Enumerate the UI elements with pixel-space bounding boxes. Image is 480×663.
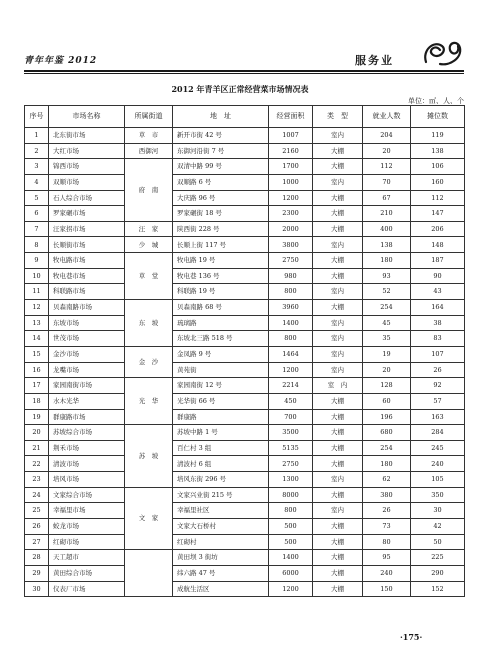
table-cell: 罗家碾街 18 号 — [173, 206, 269, 222]
table-cell: 50 — [411, 534, 465, 550]
table-cell: 大棚 — [313, 159, 363, 175]
table-cell: 180 — [363, 456, 411, 472]
table-cell: 室内 — [313, 237, 363, 253]
table-row — [25, 284, 465, 300]
table-row — [25, 221, 465, 237]
table-cell: 1400 — [269, 315, 313, 331]
table-cell: 800 — [269, 331, 313, 347]
table-cell: 3960 — [269, 300, 313, 316]
table-cell: 苏坡综合市场 — [49, 425, 125, 441]
table-row — [25, 174, 465, 190]
table-cell: 仪表厂市场 — [49, 581, 125, 597]
table-cell: 83 — [411, 331, 465, 347]
table-cell: 700 — [269, 409, 313, 425]
table-cell: 163 — [411, 409, 465, 425]
table-cell: 2214 — [269, 378, 313, 394]
table-cell: 1200 — [269, 581, 313, 597]
table-cell: 80 — [363, 534, 411, 550]
table-cell: 牧电路市场 — [49, 253, 125, 269]
table-cell: 大棚 — [313, 519, 363, 535]
table-cell: 107 — [411, 346, 465, 362]
market-table — [24, 105, 465, 597]
table-cell: 106 — [411, 159, 465, 175]
table-cell: 112 — [411, 190, 465, 206]
table-cell: 家园南街市场 — [49, 378, 125, 394]
table-header-row — [25, 106, 465, 128]
table-cell: 科联路 19 号 — [173, 284, 269, 300]
table-cell: 大庆路 96 号 — [173, 190, 269, 206]
table-row — [25, 472, 465, 488]
table-cell: 西御河 — [125, 143, 173, 159]
table-cell: 24 — [25, 487, 49, 503]
table-cell: 黄田综合市场 — [49, 565, 125, 581]
table-cell: 18 — [25, 393, 49, 409]
table-cell: 245 — [411, 440, 465, 456]
table-cell: 70 — [363, 174, 411, 190]
table-cell: 双顺路 6 号 — [173, 174, 269, 190]
table-cell: 160 — [411, 174, 465, 190]
table-cell: 双清中路 99 号 — [173, 159, 269, 175]
table-cell: 148 — [411, 237, 465, 253]
table-cell: 204 — [363, 128, 411, 144]
table-cell: 6000 — [269, 565, 313, 581]
table-cell: 苏坡中路 1 号 — [173, 425, 269, 441]
table-cell: 67 — [363, 190, 411, 206]
table-title: 2012 年青羊区正常经营菜市场情况表 — [171, 84, 309, 94]
table-cell: 28 — [25, 550, 49, 566]
table-cell: 大棚 — [313, 487, 363, 503]
table-cell: 2300 — [269, 206, 313, 222]
table-cell: 19 — [363, 346, 411, 362]
table-cell: 680 — [363, 425, 411, 441]
table-row — [25, 159, 465, 175]
table-cell: 240 — [411, 456, 465, 472]
table-cell: 450 — [269, 393, 313, 409]
column-header: 序号 — [25, 106, 49, 128]
table-row — [25, 237, 465, 253]
table-cell: 26 — [363, 503, 411, 519]
table-row — [25, 581, 465, 597]
table-cell: 红砌市场 — [49, 534, 125, 550]
table-cell: 10 — [25, 268, 49, 284]
table-cell: 大棚 — [313, 550, 363, 566]
table-cell: 苏 坡 — [125, 425, 173, 488]
table-cell: 73 — [363, 519, 411, 535]
table-cell: 大棚 — [313, 409, 363, 425]
table-cell: 800 — [269, 503, 313, 519]
table-row — [25, 519, 465, 535]
table-cell: 254 — [363, 300, 411, 316]
table-cell: 1 — [25, 128, 49, 144]
table-cell: 16 — [25, 362, 49, 378]
table-cell: 东御河沿街 7 号 — [173, 143, 269, 159]
table-cell: 1007 — [269, 128, 313, 144]
table-cell: 大棚 — [313, 425, 363, 441]
table-cell: 黄苑街 — [173, 362, 269, 378]
table-cell: 29 — [25, 565, 49, 581]
table-cell: 1300 — [269, 472, 313, 488]
table-cell: 2 — [25, 143, 49, 159]
table-cell: 文家大石桥村 — [173, 519, 269, 535]
table-cell: 112 — [363, 159, 411, 175]
table-cell: 19 — [25, 409, 49, 425]
table-cell: 380 — [363, 487, 411, 503]
table-cell: 5135 — [269, 440, 313, 456]
table-cell: 荆禾市场 — [49, 440, 125, 456]
table-cell: 42 — [411, 519, 465, 535]
table-cell: 大红市场 — [49, 143, 125, 159]
table-cell: 科联路市场 — [49, 284, 125, 300]
table-cell: 8 — [25, 237, 49, 253]
table-cell: 138 — [363, 237, 411, 253]
column-header: 市场名称 — [49, 106, 125, 128]
column-header: 经营面积 — [269, 106, 313, 128]
table-cell: 980 — [269, 268, 313, 284]
column-header: 所属街道 — [125, 106, 173, 128]
table-row — [25, 362, 465, 378]
table-cell: 文家兴业街 215 号 — [173, 487, 269, 503]
table-cell: 石人综合市场 — [49, 190, 125, 206]
table-cell: 128 — [363, 378, 411, 394]
table-cell: 11 — [25, 284, 49, 300]
table-cell: 大棚 — [313, 190, 363, 206]
table-cell: 牧电巷 136 号 — [173, 268, 269, 284]
table-cell: 45 — [363, 315, 411, 331]
table-cell: 室内 — [313, 503, 363, 519]
table-cell: 大棚 — [313, 253, 363, 269]
table-cell: 2750 — [269, 456, 313, 472]
table-cell: 290 — [411, 565, 465, 581]
table-cell: 500 — [269, 519, 313, 535]
table-cell: 240 — [363, 565, 411, 581]
table-cell: 26 — [25, 519, 49, 535]
table-cell: 1000 — [269, 174, 313, 190]
table-cell: 大棚 — [313, 534, 363, 550]
section-title: 服务业 — [355, 54, 394, 67]
table-row — [25, 128, 465, 144]
table-cell: 3 — [25, 159, 49, 175]
table-cell: 大棚 — [313, 221, 363, 237]
table-row — [25, 315, 465, 331]
table-cell: 8000 — [269, 487, 313, 503]
table-cell: 培风东街 296 号 — [173, 472, 269, 488]
table-cell: 天工超市 — [49, 550, 125, 566]
table-cell: 大棚 — [313, 581, 363, 597]
table-cell: 17 — [25, 378, 49, 394]
table-cell: 大棚 — [313, 268, 363, 284]
table-cell: 62 — [363, 472, 411, 488]
table-cell: 光 华 — [125, 378, 173, 425]
table-cell: 琉璃路 — [173, 315, 269, 331]
table-row — [25, 331, 465, 347]
table-cell: 文 家 — [125, 487, 173, 550]
table-cell: 196 — [363, 409, 411, 425]
table-cell: 3800 — [269, 237, 313, 253]
table-row — [25, 503, 465, 519]
table-cell: 室内 — [313, 128, 363, 144]
table-cell: 15 — [25, 346, 49, 362]
table-row — [25, 143, 465, 159]
table-row — [25, 550, 465, 566]
decorative-swirl-logo-icon — [420, 36, 466, 70]
table-cell: 60 — [363, 393, 411, 409]
table-cell: 陕西街 228 号 — [173, 221, 269, 237]
table-cell: 23 — [25, 472, 49, 488]
table-cell: 9 — [25, 253, 49, 269]
table-cell: 52 — [363, 284, 411, 300]
table-row — [25, 253, 465, 269]
table-cell: 家园南街 12 号 — [173, 378, 269, 394]
table-cell: 30 — [411, 503, 465, 519]
table-cell: 27 — [25, 534, 49, 550]
table-cell: 蛟龙市场 — [49, 519, 125, 535]
table-cell: 5 — [25, 190, 49, 206]
table-row — [25, 190, 465, 206]
table-cell: 1464 — [269, 346, 313, 362]
page-header — [0, 0, 480, 74]
header-rule-thin — [24, 73, 464, 74]
table-cell: 206 — [411, 221, 465, 237]
table-cell: 6 — [25, 206, 49, 222]
table-cell: 幸福里市场 — [49, 503, 125, 519]
table-cell: 东坡北三路 518 号 — [173, 331, 269, 347]
table-row — [25, 425, 465, 441]
table-cell: 罗家碾市场 — [49, 206, 125, 222]
table-row — [25, 440, 465, 456]
table-cell: 新开市街 42 号 — [173, 128, 269, 144]
table-cell: 清波村 6 组 — [173, 456, 269, 472]
table-cell: 92 — [411, 378, 465, 394]
table-cell: 室 内 — [313, 378, 363, 394]
table-cell: 147 — [411, 206, 465, 222]
table-cell: 大棚 — [313, 143, 363, 159]
table-cell: 水木光华 — [49, 393, 125, 409]
table-cell: 室内 — [313, 284, 363, 300]
table-cell: 7 — [25, 221, 49, 237]
table-cell: 284 — [411, 425, 465, 441]
table-cell: 2750 — [269, 253, 313, 269]
table-cell: 105 — [411, 472, 465, 488]
header-rule — [24, 70, 464, 72]
table-cell: 20 — [363, 362, 411, 378]
table-cell: 大棚 — [313, 440, 363, 456]
table-cell: 大棚 — [313, 456, 363, 472]
table-cell: 26 — [411, 362, 465, 378]
table-cell: 2000 — [269, 221, 313, 237]
column-header: 就业人数 — [363, 106, 411, 128]
table-row — [25, 378, 465, 394]
table-cell: 4 — [25, 174, 49, 190]
table-cell: 黄田坝 3 街坊 — [173, 550, 269, 566]
table-cell: 北东街市场 — [49, 128, 125, 144]
table-cell: 贝森南路 68 号 — [173, 300, 269, 316]
table-row — [25, 393, 465, 409]
table-cell: 室内 — [313, 362, 363, 378]
table-cell: 金 沙 — [125, 346, 173, 377]
table-cell: 90 — [411, 268, 465, 284]
table-cell: 25 — [25, 503, 49, 519]
table-cell: 清波市场 — [49, 456, 125, 472]
column-header: 摊位数 — [411, 106, 465, 128]
table-cell: 152 — [411, 581, 465, 597]
table-cell: 长顺上街 117 号 — [173, 237, 269, 253]
table-cell: 187 — [411, 253, 465, 269]
book-title: 青年年鉴 2012 — [24, 56, 98, 66]
table-cell: 800 — [269, 284, 313, 300]
table-cell: 22 — [25, 456, 49, 472]
table-cell: 锦西市场 — [49, 159, 125, 175]
table-cell: 汪家拐市场 — [49, 221, 125, 237]
table-cell: 少 城 — [125, 237, 173, 253]
table-cell: 汪 家 — [125, 221, 173, 237]
table-unit: 单位：㎡、人、个 — [408, 97, 464, 105]
table-cell: 培风市场 — [49, 472, 125, 488]
table-cell: 138 — [411, 143, 465, 159]
table-cell: 400 — [363, 221, 411, 237]
table-cell: 室内 — [313, 331, 363, 347]
table-cell: 14 — [25, 331, 49, 347]
table-cell: 95 — [363, 550, 411, 566]
table-cell: 金沙市场 — [49, 346, 125, 362]
table-cell: 1200 — [269, 362, 313, 378]
table-cell: 大棚 — [313, 300, 363, 316]
table-cell: 光华街 66 号 — [173, 393, 269, 409]
table-cell: 119 — [411, 128, 465, 144]
table-cell: 93 — [363, 268, 411, 284]
table-cell: 大棚 — [313, 565, 363, 581]
table-cell: 室内 — [313, 346, 363, 362]
table-row — [25, 346, 465, 362]
table-row — [25, 268, 465, 284]
table-cell: 文家综合市场 — [49, 487, 125, 503]
table-cell: 43 — [411, 284, 465, 300]
table-cell — [125, 550, 173, 597]
table-row — [25, 300, 465, 316]
table-cell: 长顺街市场 — [49, 237, 125, 253]
column-header: 地 址 — [173, 106, 269, 128]
table-cell: 牧电巷市场 — [49, 268, 125, 284]
table-cell: 225 — [411, 550, 465, 566]
table-cell: 龙嘴市场 — [49, 362, 125, 378]
table-row — [25, 534, 465, 550]
table-cell: 20 — [25, 425, 49, 441]
table-cell: 30 — [25, 581, 49, 597]
table-cell: 红砌村 — [173, 534, 269, 550]
table-cell: 大棚 — [313, 393, 363, 409]
table-cell: 210 — [363, 206, 411, 222]
page-number: ·175· — [400, 632, 423, 642]
table-cell: 草 堂 — [125, 253, 173, 300]
table-row — [25, 409, 465, 425]
table-cell: 幸福里社区 — [173, 503, 269, 519]
table-cell: 150 — [363, 581, 411, 597]
table-row — [25, 565, 465, 581]
table-cell: 室内 — [313, 315, 363, 331]
table-cell: 35 — [363, 331, 411, 347]
table-cell: 254 — [363, 440, 411, 456]
table-cell: 2160 — [269, 143, 313, 159]
table-cell: 3500 — [269, 425, 313, 441]
table-cell: 室内 — [313, 174, 363, 190]
table-cell: 群康路 — [173, 409, 269, 425]
table-cell: 164 — [411, 300, 465, 316]
table-cell: 草 市 — [125, 128, 173, 144]
table-row — [25, 487, 465, 503]
table-row — [25, 456, 465, 472]
table-cell: 室内 — [313, 472, 363, 488]
table-cell: 500 — [269, 534, 313, 550]
table-cell: 府 南 — [125, 159, 173, 222]
table-row — [25, 206, 465, 222]
table-cell: 13 — [25, 315, 49, 331]
table-cell: 金凤路 9 号 — [173, 346, 269, 362]
table-cell: 成航生活区 — [173, 581, 269, 597]
table-cell: 1200 — [269, 190, 313, 206]
table-cell: 纬六路 47 号 — [173, 565, 269, 581]
table-cell: 东 坡 — [125, 300, 173, 347]
table-cell: 群康路市场 — [49, 409, 125, 425]
table-cell: 1700 — [269, 159, 313, 175]
table-cell: 牧电路 19 号 — [173, 253, 269, 269]
table-cell: 180 — [363, 253, 411, 269]
table-cell: 双顺市场 — [49, 174, 125, 190]
table-cell: 东坡市场 — [49, 315, 125, 331]
table-cell: 贝森南路市场 — [49, 300, 125, 316]
table-body — [25, 128, 465, 597]
table-cell: 57 — [411, 393, 465, 409]
table-cell: 20 — [363, 143, 411, 159]
table-cell: 38 — [411, 315, 465, 331]
table-cell: 350 — [411, 487, 465, 503]
table-cell: 21 — [25, 440, 49, 456]
column-header: 类 型 — [313, 106, 363, 128]
table-cell: 1400 — [269, 550, 313, 566]
table-cell: 12 — [25, 300, 49, 316]
table-cell: 世茂市场 — [49, 331, 125, 347]
table-cell: 大棚 — [313, 206, 363, 222]
table-cell: 百仁村 3 组 — [173, 440, 269, 456]
